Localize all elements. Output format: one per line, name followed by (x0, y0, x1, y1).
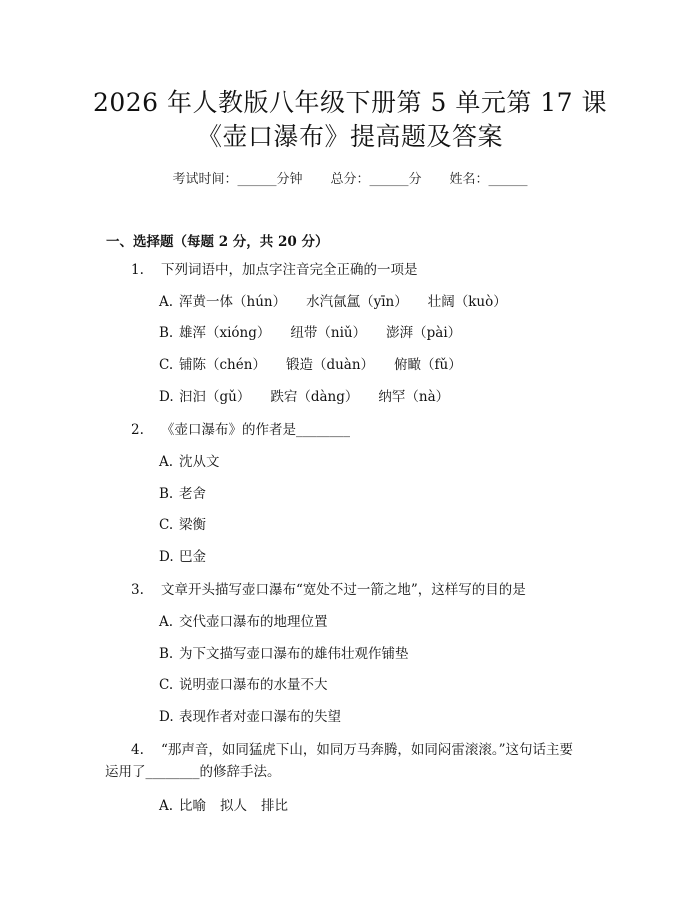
option-part: 俯瞰（fǔ） (394, 357, 462, 373)
option-part: 比喻 (179, 798, 206, 814)
question-4-continued (105, 761, 281, 783)
option-2a (159, 452, 220, 472)
option-letter: C. (159, 357, 174, 373)
option-part: 表现作者对壶口瀑布的失望 (179, 709, 341, 725)
option-3c (159, 675, 328, 695)
question-text: 下列词语中，加点字注音完全正确的一项是 (161, 262, 418, 278)
question-number: 3. (131, 582, 144, 598)
option-letter: A. (159, 614, 174, 630)
page-title-line2: 《壶口瀑布》提高题及答案 (196, 122, 503, 151)
option-3b (159, 644, 409, 664)
option-letter: D. (159, 709, 174, 725)
option-1c (159, 355, 462, 375)
option-4a (159, 796, 288, 816)
option-letter: C. (159, 517, 174, 533)
option-3d (159, 707, 341, 727)
option-part: 纳罕（nà） (378, 389, 450, 405)
question-text-line2: 运用了________的修辞手法。 (105, 764, 281, 780)
option-letter: A. (159, 294, 174, 310)
option-part: 水汽氤氲（yīn） (306, 294, 408, 310)
option-letter: B. (159, 486, 174, 502)
option-1d (159, 387, 449, 407)
option-part: 巴金 (179, 549, 206, 565)
question-4 (131, 739, 573, 761)
option-part: 为下文描写壶口瀑布的雄伟壮观作铺垫 (179, 646, 409, 662)
question-2 (131, 419, 350, 441)
option-letter: A. (159, 454, 174, 470)
option-2d (159, 547, 206, 567)
option-3a (159, 612, 328, 632)
option-1b (159, 323, 461, 343)
option-part: 交代壶口瀑布的地理位置 (179, 614, 328, 630)
question-1 (131, 259, 418, 281)
option-part: 说明壶口瀑布的水量不大 (179, 677, 328, 693)
question-3 (131, 579, 526, 601)
exam-meta (0, 168, 700, 187)
question-text: 《壶口瀑布》的作者是________ (161, 422, 350, 438)
option-part: 锻造（duàn） (285, 357, 375, 373)
option-part: 拟人 (220, 798, 247, 814)
option-letter: C. (159, 677, 174, 693)
exam-time-field: 考试时间：______分钟 (172, 172, 303, 187)
option-part: 纽带（niǔ） (290, 325, 367, 341)
option-part: 跌宕（dàng） (270, 389, 359, 405)
section-heading-choice: 一、选择题（每题 2 分，共 20 分） (106, 234, 329, 250)
option-part: 汩汩（gǔ） (179, 389, 251, 405)
total-score-field: 总分：______分 (330, 172, 422, 187)
option-part: 排比 (261, 798, 288, 814)
option-part: 浑黄一体（hún） (179, 294, 287, 310)
question-text: 文章开头描写壶口瀑布“宽处不过一箭之地”，这样写的目的是 (161, 582, 526, 598)
option-2b (159, 484, 206, 504)
option-2c (159, 515, 206, 535)
student-name-field: 姓名：______ (449, 172, 528, 187)
question-text-line1: “那声音，如同猛虎下山，如同万马奔腾，如同闷雷滚滚。”这句话主要 (161, 742, 574, 758)
page-title-line1: 2026 年人教版八年级下册第 5 单元第 17 课 (92, 88, 608, 117)
option-letter: B. (159, 325, 174, 341)
option-part: 沈从文 (179, 454, 220, 470)
option-part: 梁衡 (179, 517, 206, 533)
option-part: 澎湃（pài） (386, 325, 462, 341)
option-letter: D. (159, 389, 174, 405)
option-1a (159, 292, 507, 312)
option-part: 壮阔（kuò） (427, 294, 507, 310)
option-letter: D. (159, 549, 174, 565)
option-part: 铺陈（chén） (179, 357, 266, 373)
question-number: 1. (131, 262, 144, 278)
question-number: 4. (131, 742, 144, 758)
option-letter: B. (159, 646, 174, 662)
option-part: 老舍 (179, 486, 206, 502)
option-part: 雄浑（xióng） (179, 325, 271, 341)
option-letter: A. (159, 798, 174, 814)
question-number: 2. (131, 422, 144, 438)
